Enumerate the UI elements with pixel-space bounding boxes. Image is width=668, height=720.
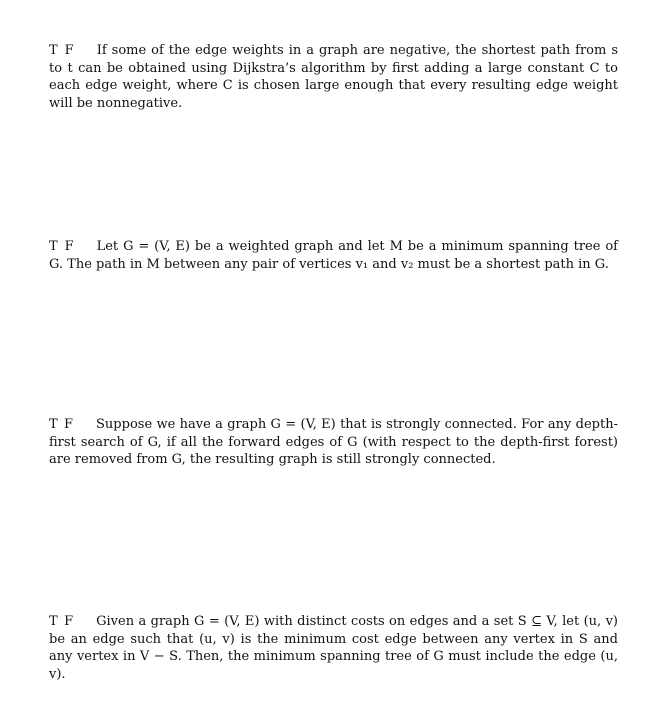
question-3 <box>49 416 618 469</box>
question-text: Suppose we have a graph G = (V, E) that is strongly connected. For any depth-first search of G, if all the forward edges of G (with respect to the depth-first forest) are removed from G, the resulting graph is still strongly connected. <box>49 417 618 467</box>
true-false-marker[interactable]: T F <box>49 417 75 432</box>
question-text: Given a graph G = (V, E) with distinct costs on edges and a set S ⊆ V, let (u, v) be an edge such that (u, v) is the minimum cost edge between any vertex in S and any vertex in V − S. Then, the minimum spanning tree of G must include the edge (u, v). <box>49 614 618 682</box>
question-4 <box>49 613 618 683</box>
question-1 <box>49 42 618 112</box>
true-false-marker[interactable]: T F <box>49 239 75 254</box>
question-text: Let G = (V, E) be a weighted graph and let M be a minimum spanning tree of G. The path in M between any pair of vertices v₁ and v₂ must be a shortest path in G. <box>49 239 618 272</box>
question-2 <box>49 238 618 273</box>
true-false-marker[interactable]: T F <box>49 43 75 58</box>
true-false-marker[interactable]: T F <box>49 614 75 629</box>
question-text: If some of the edge weights in a graph are negative, the shortest path from s to t can be obtained using Dijkstra’s algorithm by first adding a large constant C to each edge weight, where C is chosen large enough that every resulting edge weight will be nonnegative. <box>49 43 619 111</box>
